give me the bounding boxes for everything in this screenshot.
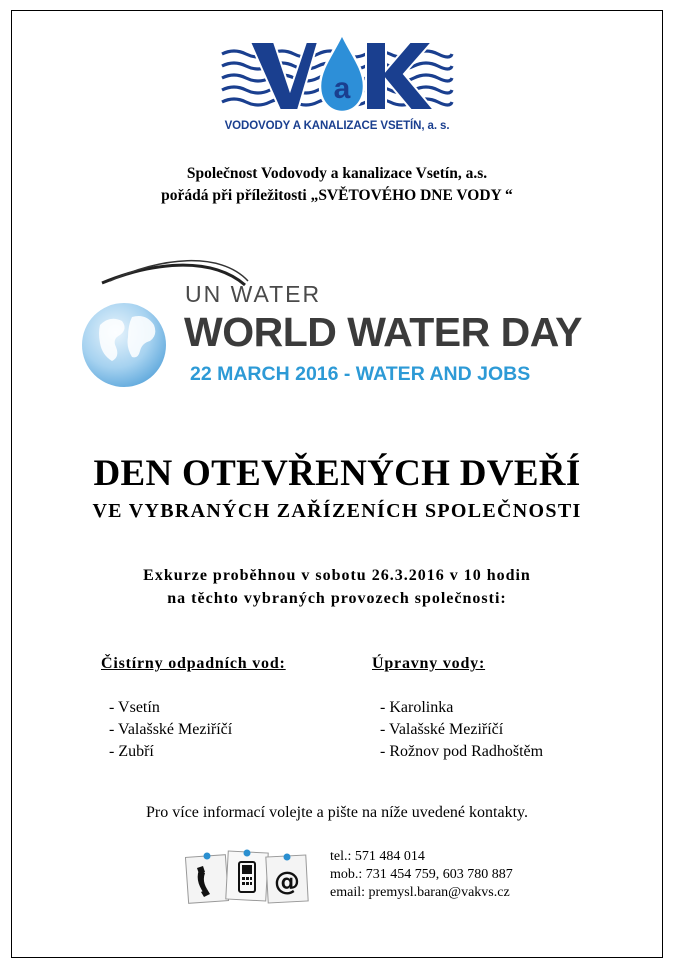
subheadline: VE VYBRANÝCH ZAŘÍZENÍCH SPOLEČNOSTI: [92, 500, 582, 522]
contact-phone: tel.: 571 484 014: [330, 849, 425, 864]
list-item: - Vsetín: [109, 699, 160, 716]
waterworks-title: Úpravny vody:: [372, 655, 486, 672]
company-logo: [218, 32, 456, 138]
list-item: - Valašské Meziříčí: [380, 721, 504, 738]
list-item: - Valašské Meziříčí: [109, 721, 233, 738]
excursion-line-1: Exkurze proběhnou v sobotu 26.3.2016 v 10 hodin: [143, 567, 531, 584]
excursion-line-2: na těchto vybraných provozech společnosti:: [167, 590, 507, 607]
contact-block: [330, 848, 513, 902]
more-info-text: Pro více informací volejte a pište na níže uvedené kontakty.: [146, 804, 528, 821]
contact-icons: [185, 848, 310, 910]
list-item: - Rožnov pod Radhoštěm: [380, 743, 544, 760]
contact-mobile: mob.: 731 454 759, 603 780 887: [330, 867, 513, 882]
company-logo-subtitle: VODOVODY A KANALIZACE VSETÍN, a. s.: [224, 120, 450, 132]
wastewater-plants-list: [109, 697, 232, 763]
wastewater-plants-title: Čistírny odpadních vod:: [101, 655, 286, 672]
vak-logo-mark: [218, 32, 456, 120]
phone-icon: [185, 853, 228, 904]
headline: DEN OTEVŘENÝCH DVEŘÍ: [93, 453, 581, 494]
list-item: - Karolinka: [380, 699, 454, 716]
world-water-day-date: 22 MARCH 2016 - WATER AND JOBS: [190, 363, 531, 385]
un-water-label: UN WATER: [185, 281, 322, 307]
svg-text:@: @: [274, 867, 300, 897]
list-item: - Zubří: [109, 743, 154, 760]
intro-line-2: pořádá při příležitosti „SVĚTOVÉHO DNE VODY “: [161, 187, 513, 204]
email-icon: [266, 854, 308, 904]
world-water-day-logo: [80, 255, 610, 400]
world-water-day-title: WORLD WATER DAY: [184, 309, 582, 355]
contact-email: email: premysl.baran@vakvs.cz: [330, 885, 510, 900]
waterworks-list: [380, 697, 543, 763]
intro-line-1: Společnost Vodovody a kanalizace Vsetín, a.s.: [186, 165, 488, 182]
mobile-icon: [226, 850, 268, 902]
svg-text:a: a: [333, 72, 351, 105]
